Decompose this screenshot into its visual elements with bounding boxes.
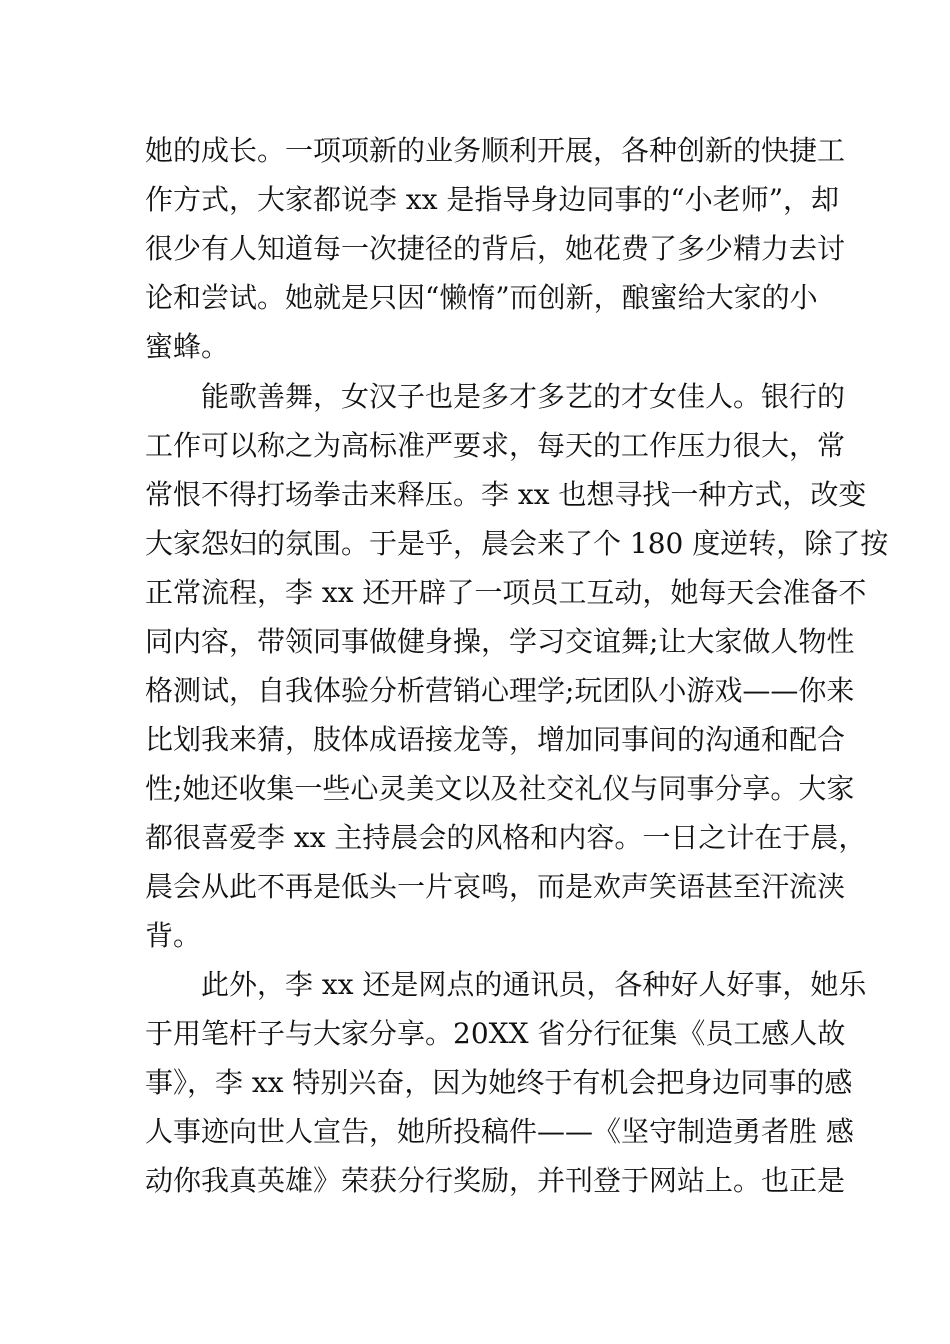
paragraph-1-line-3: 很少有人知道每一次捷径的背后，她花费了多少精力去讨 (145, 232, 846, 265)
paragraph-3-line-3: 事》，李 xx 特别兴奋，因为她终于有机会把身边同事的感 (145, 1066, 853, 1099)
paragraph-2-line-5: 正常流程，李 xx 还开辟了一项员工互动，她每天会准备不 (145, 576, 867, 609)
paragraph-1-line-5: 蜜蜂。 (145, 330, 230, 363)
paragraph-1-line-4: 论和尝试。她就是只因“懒惰”而创新，酿蜜给大家的小 (145, 281, 818, 314)
paragraph-3-line-5: 动你我真英雄》荣获分行奖励，并刊登于网站上。也正是 (145, 1164, 846, 1197)
paragraph-2-line-2: 工作可以称之为高标准严要求，每天的工作压力很大，常 (145, 429, 846, 462)
paragraph-2-line-12: 背。 (145, 919, 202, 952)
paragraph-2-line-3: 常恨不得打场拳击来释压。李 xx 也想寻找一种方式，改变 (145, 478, 867, 511)
paragraph-2-line-10: 都很喜爱李 xx 主持晨会的风格和内容。一日之计在于晨， (145, 821, 867, 854)
paragraph-3-line-2: 于用笔杆子与大家分享。20XX 省分行征集《员工感人故 (145, 1017, 846, 1050)
paragraph-2-line-1: 能歌善舞，女汉子也是多才多艺的才女佳人。银行的 (201, 380, 846, 413)
paragraph-2-line-6: 同内容，带领同事做健身操，学习交谊舞;让大家做人物性 (145, 625, 855, 658)
paragraph-3-line-4: 人事迹向世人宣告，她所投稿件——《坚守制造勇者胜 感 (145, 1115, 854, 1148)
paragraph-3-line-1: 此外，李 xx 还是网点的通讯员，各种好人好事，她乐 (201, 968, 867, 1001)
paragraph-2-line-8: 比划我来猜，肢体成语接龙等，增加同事间的沟通和配合 (145, 723, 846, 756)
paragraph-2-line-4: 大家怨妇的氛围。于是乎，晨会来了个 180 度逆转，除了按 (145, 527, 889, 560)
paragraph-2-line-9: 性;她还收集一些心灵美文以及社交礼仪与同事分享。大家 (145, 772, 855, 805)
paragraph-1-line-2: 作方式，大家都说李 xx 是指导身边同事的“小老师”，却 (145, 183, 840, 216)
paragraph-2-line-7: 格测试，自我体验分析营销心理学;玩团队小游戏——你来 (145, 674, 855, 707)
paragraph-1-line-1: 她的成长。一项项新的业务顺利开展，各种创新的快捷工 (145, 134, 846, 167)
paragraph-2-line-11: 晨会从此不再是低头一片哀鸣，而是欢声笑语甚至汗流浃 (145, 870, 846, 903)
